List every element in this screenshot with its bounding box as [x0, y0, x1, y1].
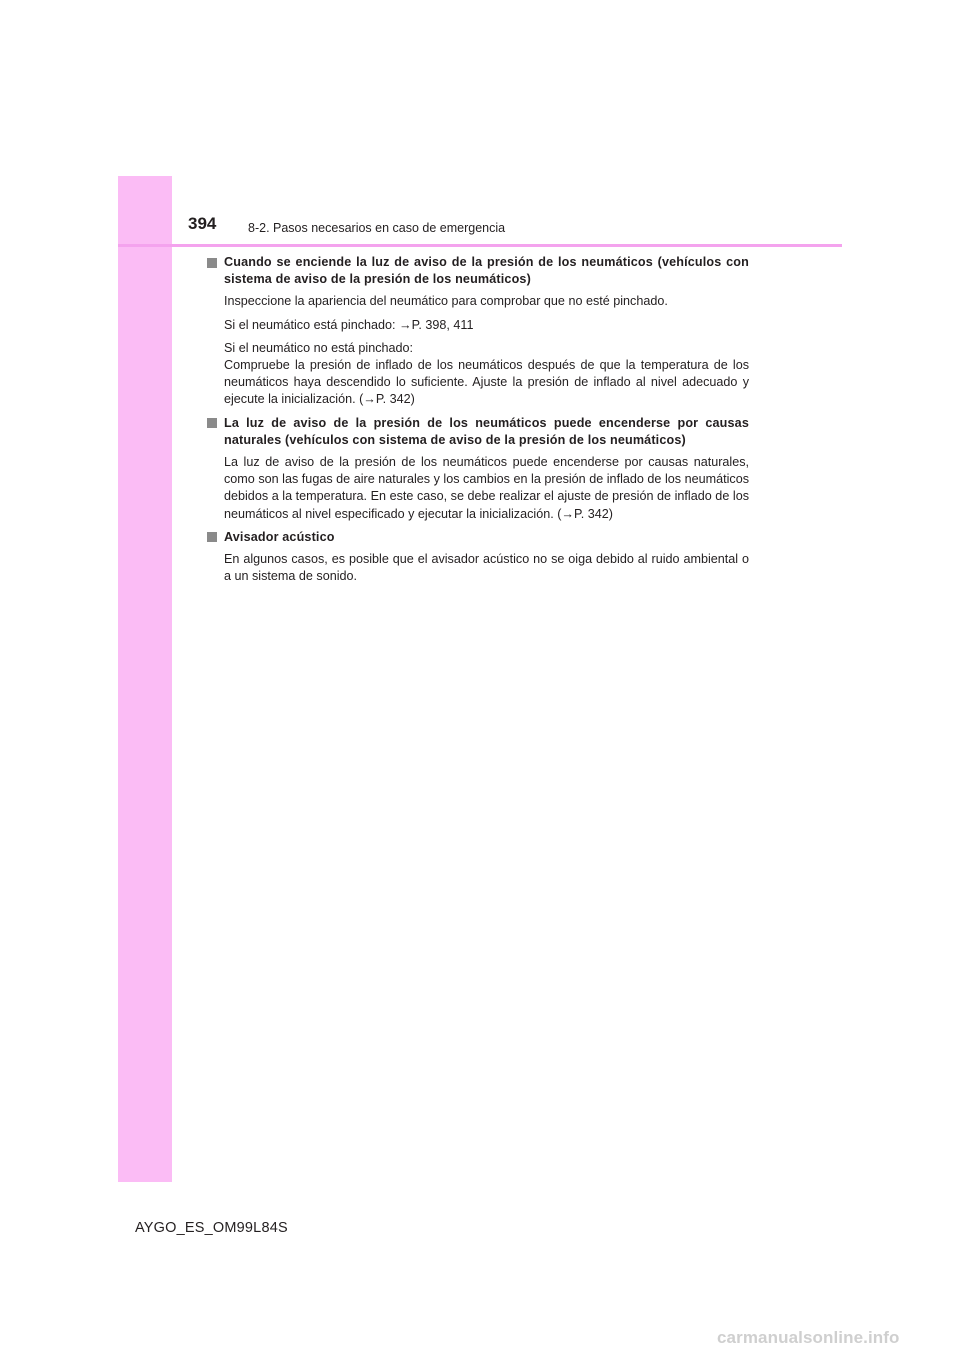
page-body	[207, 254, 749, 591]
item-heading: La luz de aviso de la presión de los neumáticos puede encenderse por causas naturales (vehículos con sistema de aviso de la presión de los neumáticos)	[224, 415, 749, 447]
item-paragraph: Si el neumático no está pinchado:	[224, 340, 414, 355]
list-item	[207, 529, 749, 586]
page-number: 394	[188, 214, 217, 233]
list-item	[207, 254, 749, 409]
item-paragraph: La luz de aviso de la presión de los neumáticos puede encenderse por causas naturales, como son las fugas de aire naturales y los cambios en la presión de inflado de los neumáticos debidos a la temperatura. En este caso, se debe realizar el ajuste de presión de inflado de los neumáticos al nivel especificado y ejecutar la inicialización. (→P. 342)	[224, 455, 749, 521]
item-paragraph: En algunos casos, es posible que el avisador acústico no se oiga debido al ruido ambiental o a un sistema de sonido.	[224, 552, 749, 584]
item-paragraph: Inspeccione la apariencia del neumático para comprobar que no esté pinchado.	[224, 294, 668, 309]
square-bullet-icon	[207, 532, 217, 542]
square-bullet-icon	[207, 258, 217, 268]
document-code: AYGO_ES_OM99L84S	[135, 1220, 288, 1236]
side-tab-band	[118, 176, 172, 1182]
item-paragraph: Compruebe la presión de inflado de los neumáticos después de que la temperatura de los neumáticos haya descendido lo suficiente. Ajuste la presión de inflado al nivel adecuado y ejecute la inicialización. (→P. 342)	[224, 358, 749, 407]
item-paragraph: Si el neumático está pinchado: →P. 398, 411	[224, 317, 474, 332]
square-bullet-icon	[207, 418, 217, 428]
header-rule	[118, 244, 842, 247]
section-title: 8-2. Pasos necesarios en caso de emergencia	[248, 221, 506, 235]
watermark-logo: carmanualsonline.info	[717, 1328, 900, 1347]
item-heading: Cuando se enciende la luz de aviso de la presión de los neumáticos (vehículos con sistema de aviso de la presión de los neumáticos)	[224, 255, 749, 287]
list-item	[207, 415, 749, 523]
item-heading: Avisador acústico	[224, 529, 335, 544]
